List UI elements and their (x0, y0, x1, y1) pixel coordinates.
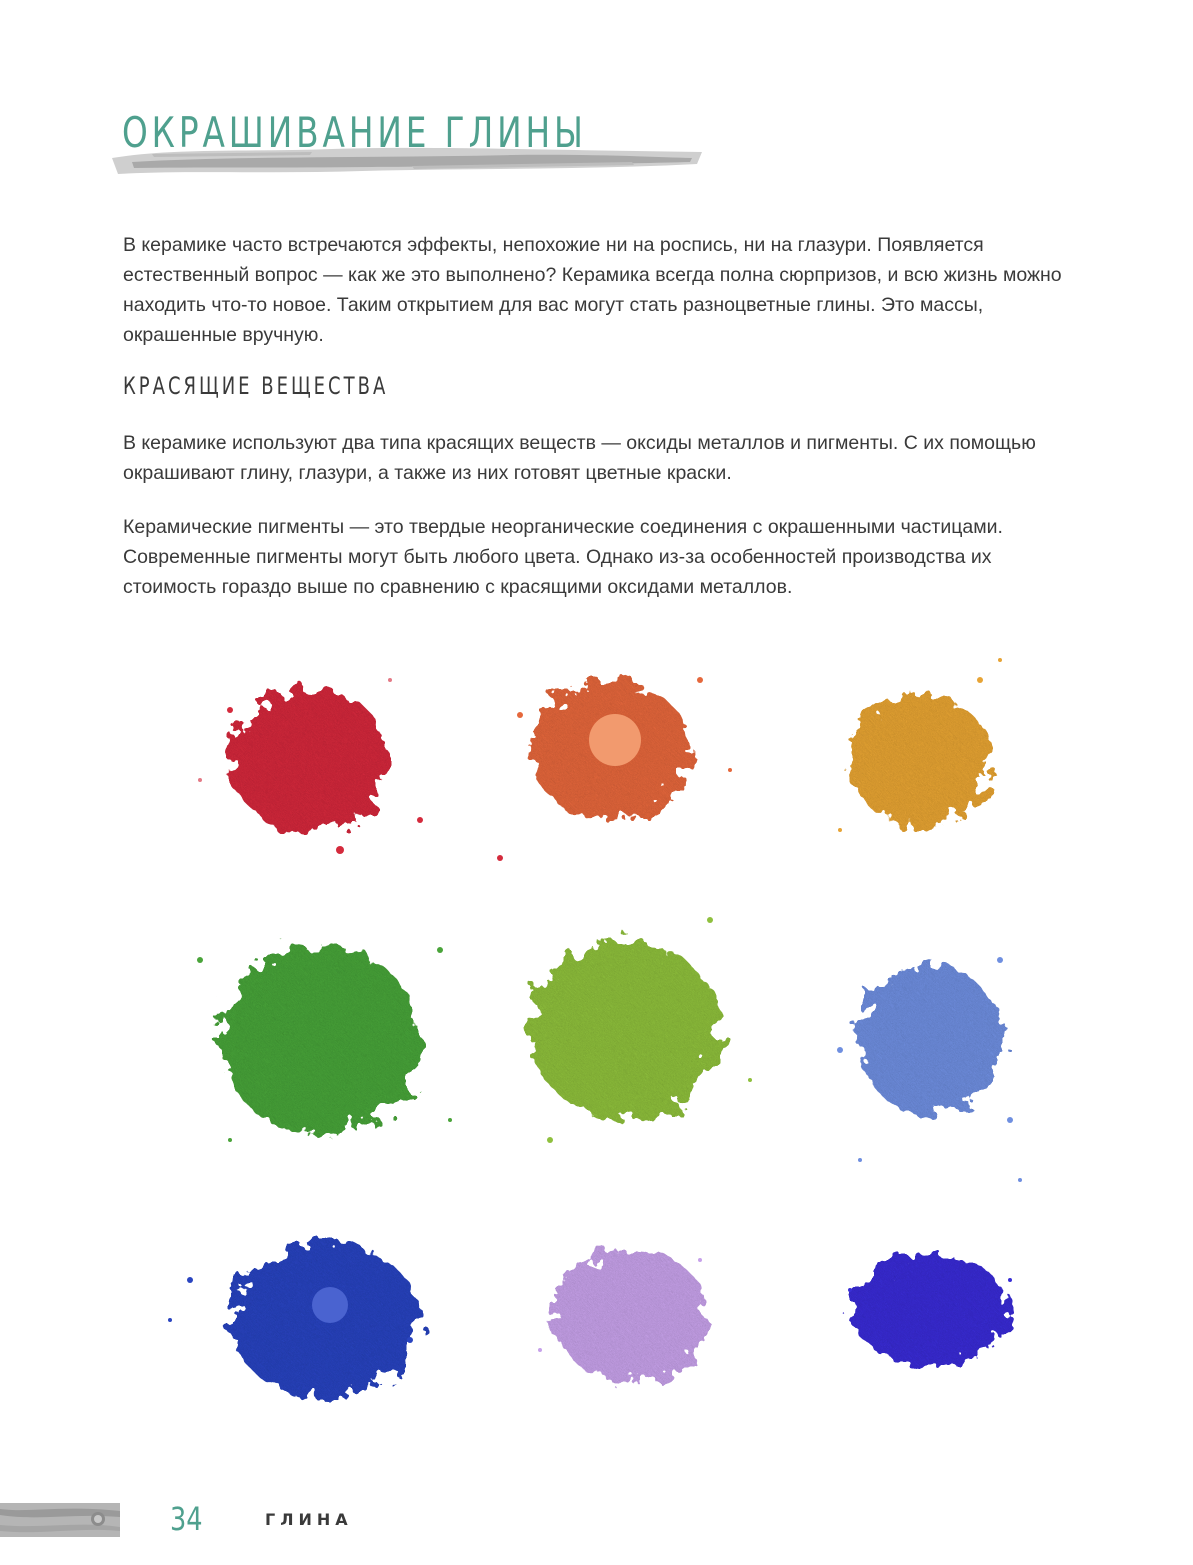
blue-pigment-pile (168, 1242, 420, 1398)
light-green-pigment-pile (530, 917, 752, 1143)
pigment-powders-photo (140, 620, 1060, 1450)
yellow-pigment-pile (838, 658, 1002, 832)
light-blue-pigment-pile (837, 957, 1022, 1182)
ultramarine-pigment-pile (848, 1255, 1012, 1365)
page-number: 34 (170, 1500, 203, 1538)
red-pigment-pile (198, 678, 503, 861)
footer-texture-strip (0, 1503, 120, 1537)
intro-paragraph: В керамике часто встречаются эффекты, непохожие ни на роспись, ни на глазури. Появляется естественный вопрос — как же это выполнено? Керамика всегда полна сюрпризов, и всю жизнь можно находить что-то новое. Таким открытием для вас могут стать разноцветные глины. Это массы, окрашенные вручную. (123, 234, 1062, 346)
lilac-pigment-pile (538, 1249, 708, 1381)
orange-pigment-pile (517, 677, 732, 820)
title-block (112, 100, 702, 190)
section-paragraph-2: Керамические пигменты — это твердые неорганические соединения с окрашенными частицами. Современные пигменты могут быть любого цвета. Однако из-за особенностей производства их стоимость гораздо выше по сравнению с красящими оксидами металлов. (123, 516, 1003, 598)
page-title: ОКРАШИВАНИЕ ГЛИНЫ (122, 108, 587, 157)
green-pigment-pile (197, 945, 452, 1142)
section-subheading: КРАСЯЩИЕ ВЕЩЕСТВА (123, 372, 389, 400)
section-paragraph-1: В керамике используют два типа красящих веществ — оксиды металлов и пигменты. С их помощью окрашивают глину, глазури, а также из них готовят цветные краски. (123, 432, 1036, 484)
running-head: ГЛИНА (265, 1510, 353, 1529)
